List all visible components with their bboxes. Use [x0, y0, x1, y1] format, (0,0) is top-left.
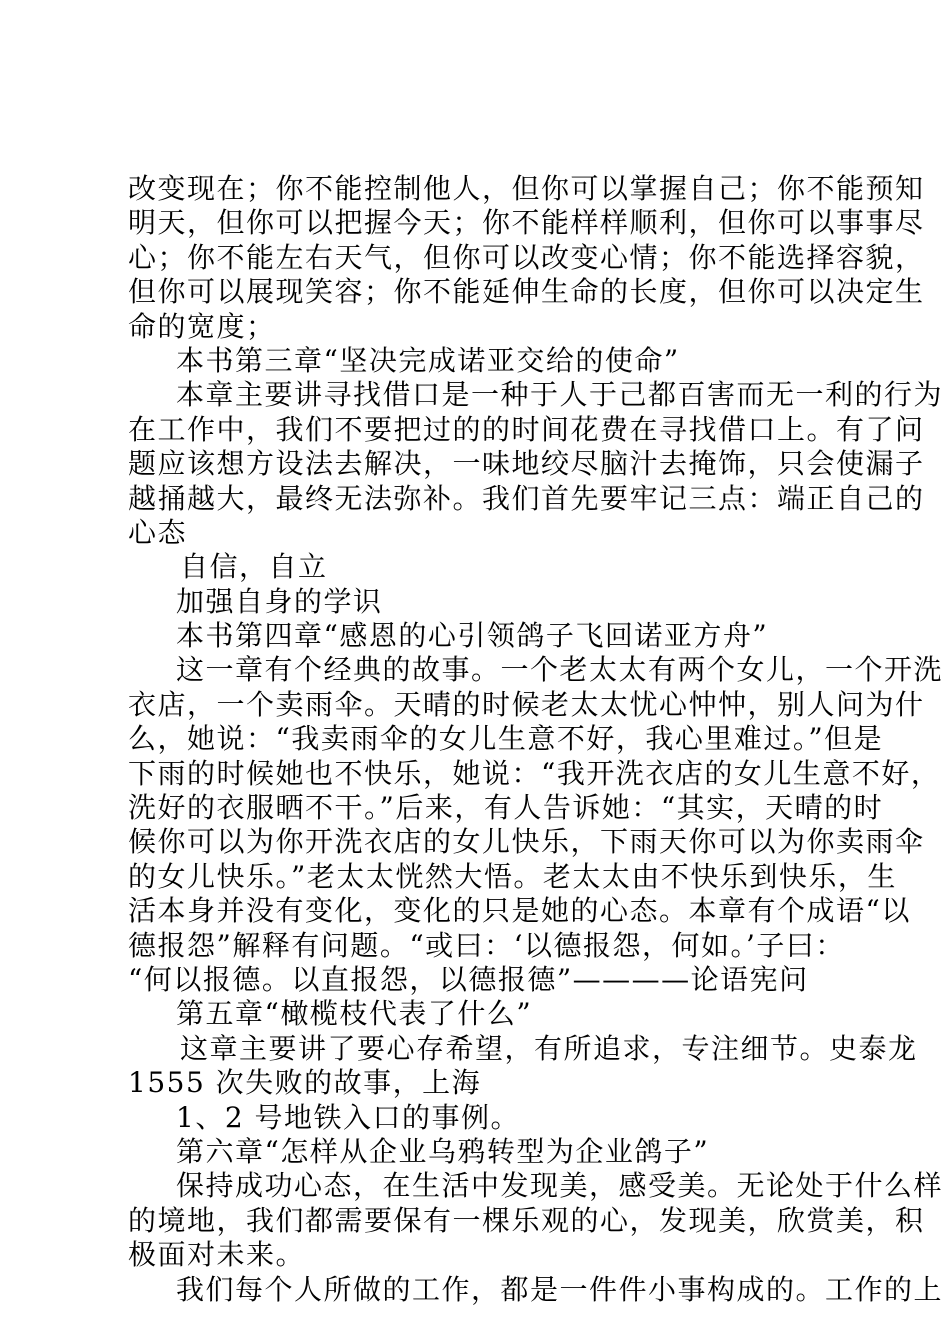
text-line: “何以报德。以直报怨，以德报德”————论语宪问: [128, 962, 809, 996]
text-line: 我们每个人所做的工作，都是一件件小事构成的。工作的上: [176, 1272, 944, 1306]
text-line: 但你可以展现笑容；你不能延伸生命的长度，但你可以决定生: [128, 275, 925, 309]
text-line: 心；你不能左右天气，但你可以改变心情；你不能选择容貌，: [128, 240, 925, 274]
text-line: 么，她说：“我卖雨伞的女儿生意不好，我心里难过。”但是: [128, 722, 884, 756]
text-line: 自信，自立: [180, 550, 328, 584]
text-line: 第六章“怎样从企业乌鸦转型为企业鸽子”: [176, 1134, 710, 1168]
text-line: 的境地，我们都需要保有一棵乐观的心，发现美，欣赏美，积: [128, 1203, 925, 1237]
text-line: 候你可以为你开洗衣店的女儿快乐，下雨天你可以为你卖雨伞: [128, 825, 925, 859]
text-line: 这一章有个经典的故事。一个老太太有两个女儿，一个开洗: [176, 653, 944, 687]
text-line: 越捅越大，最终无法弥补。我们首先要牢记三点：端正自己的: [128, 481, 925, 515]
text-line: 明天，但你可以把握今天；你不能样样顺利，但你可以事事尽: [128, 206, 925, 240]
text-line: 活本身并没有变化，变化的只是她的心态。本章有个成语“以: [128, 894, 911, 928]
text-line: 德报怨”解释有问题。“或曰：‘以德报怨，何如。’子曰：: [128, 928, 845, 962]
text-line: 1555 次失败的故事，上海: [128, 1066, 482, 1100]
text-line: 第五章“橄榄枝代表了什么”: [176, 997, 533, 1031]
text-line: 本书第四章“感恩的心引领鸽子飞回诺亚方舟”: [176, 619, 769, 653]
text-line: 加强自身的学识: [176, 584, 383, 618]
text-line: 本书第三章“坚决完成诺亚交给的使命”: [176, 343, 680, 377]
document-body: [128, 172, 944, 1307]
text-line: 本章主要讲寻找借口是一种于人于己都百害而无一利的行为: [176, 378, 944, 412]
text-line: 保持成功心态，在生活中发现美，感受美。无论处于什么样: [176, 1169, 944, 1203]
text-line: 的女儿快乐。”老太太恍然大悟。老太太由不快乐到快乐，生: [128, 859, 897, 893]
text-line: 题应该想方设法去解决，一味地绞尽脑汁去掩饰，只会使漏子: [128, 447, 925, 481]
text-line: 心态: [128, 515, 188, 549]
text-line: 改变现在；你不能控制他人，但你可以掌握自己；你不能预知: [128, 172, 925, 205]
text-line: 洗好的衣服晒不干。”后来，有人告诉她：“其实，天晴的时: [128, 791, 884, 825]
text-line: 极面对未来。: [128, 1238, 306, 1272]
text-line: 命的宽度；: [128, 309, 276, 343]
text-line: 在工作中，我们不要把过的的时间花费在寻找借口上。有了问: [128, 412, 925, 446]
text-line: 下雨的时候她也不快乐，她说：“我开洗衣店的女儿生意不好，: [128, 756, 941, 790]
text-line: 衣店，一个卖雨伞。天晴的时候老太太忧心忡忡，别人问为什: [128, 687, 925, 721]
text-line: 这章主要讲了要心存希望，有所追求，专注细节。史泰龙: [180, 1031, 918, 1065]
text-line: 1、2 号地铁入口的事例。: [176, 1100, 521, 1134]
